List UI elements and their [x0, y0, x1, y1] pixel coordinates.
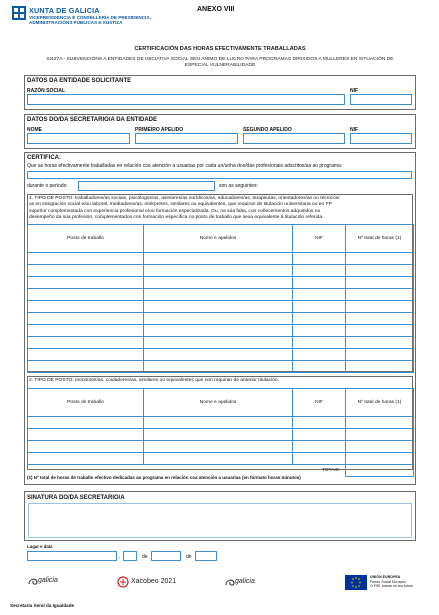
- document-subtitle: [20, 57, 420, 69]
- table-cell[interactable]: [28, 441, 144, 453]
- eu-line-3: O FSE inviste no teu futuro: [370, 584, 414, 589]
- eu-text: [370, 575, 413, 589]
- type1-col-nif: NIF: [293, 225, 346, 253]
- table-cell[interactable]: [346, 289, 414, 301]
- type1-col-name: Nome e apelidos: [144, 225, 293, 253]
- period-field[interactable]: [78, 181, 215, 191]
- table-cell[interactable]: [346, 301, 414, 313]
- table-cell[interactable]: [28, 453, 144, 465]
- secretary-surname2-label: SEGUNDO APELIDO: [243, 127, 292, 133]
- type1-description-line-2: as en integración social e/ou laboral, mediadores/as, intérpretes, similares ou equivalentes, que requiran de titulación universitaria ou en FP: [29, 202, 332, 208]
- day-field[interactable]: [123, 551, 137, 561]
- entity-nif-field[interactable]: [350, 94, 412, 105]
- table-cell[interactable]: [28, 301, 144, 313]
- table-cell[interactable]: [293, 453, 346, 465]
- eu-line-1: UNIÓN EUROPEA: [370, 575, 401, 579]
- table-cell[interactable]: [293, 337, 346, 349]
- secretary-surname1-field[interactable]: [135, 133, 238, 144]
- document-title: CERTIFICACIÓN DAS HORAS EFECTIVAMENTE TRABALLADAS: [134, 46, 306, 52]
- table-cell[interactable]: [144, 325, 293, 337]
- date-de-1: de: [142, 554, 148, 560]
- type1-description-line-3: superior complementada con experiencia profesional e/ou formación especializada. Ou, na súa falta, con coñecementos adquiridos no: [29, 208, 321, 214]
- table-cell[interactable]: [346, 453, 414, 465]
- totals-label: TOTAIS: [321, 468, 339, 474]
- period-label: durante o período: [27, 183, 67, 189]
- type1-description-line-4: desempeño da súa profesión, complementados con formación específica no posto de traballo que sexa equivalente á titulación referida.: [29, 215, 324, 221]
- xunta-logo-icon: [12, 6, 26, 20]
- table-row: [28, 301, 414, 313]
- table-row: [28, 441, 414, 453]
- place-comma: ,: [119, 554, 121, 560]
- type1-table: [27, 224, 414, 373]
- certify-intro: Que as horas efectivamente traballadas en relación coa atención a usuarias por cada un/unha dos/das profesionais adscritos/as ao programa:: [27, 163, 343, 169]
- table-row: [28, 265, 414, 277]
- table-cell[interactable]: [144, 301, 293, 313]
- table-cell[interactable]: [144, 429, 293, 441]
- secretary-nif-field[interactable]: [350, 133, 412, 144]
- place-date-label: Lugar e data: [27, 544, 53, 549]
- document-subtitle-line-2: ESPECIAL VULNERABILIDADE: [184, 63, 256, 69]
- xacobeo-logo-text: Xacobeo 2021: [131, 578, 177, 585]
- table-row: [28, 349, 414, 361]
- table-cell[interactable]: [346, 349, 414, 361]
- table-row: [28, 361, 414, 373]
- table-cell[interactable]: [346, 417, 414, 429]
- galicia-logo-2-text: galicia: [235, 578, 255, 585]
- table-row: [28, 429, 414, 441]
- type2-table: [27, 388, 414, 477]
- month-field[interactable]: [151, 551, 181, 561]
- table-cell[interactable]: [293, 349, 346, 361]
- table-cell[interactable]: [28, 361, 144, 373]
- table-row: [28, 453, 414, 465]
- table-cell[interactable]: [144, 349, 293, 361]
- certify-section-title: CERTIFICA:: [27, 155, 61, 161]
- table-cell[interactable]: [293, 301, 346, 313]
- table-cell[interactable]: [293, 277, 346, 289]
- type1-description: [29, 196, 411, 222]
- signature-section-title: SINATURA DO/DA SECRETARIO/A: [27, 495, 125, 501]
- org-subtitle: [29, 15, 151, 26]
- table-cell[interactable]: [144, 289, 293, 301]
- table-cell[interactable]: [346, 277, 414, 289]
- galicia-logo-text: galicia: [38, 577, 58, 584]
- table-cell[interactable]: [293, 313, 346, 325]
- table-cell[interactable]: [293, 253, 346, 265]
- table-row: [28, 325, 414, 337]
- type2-table-header: [28, 389, 414, 417]
- table-cell[interactable]: [293, 417, 346, 429]
- table-cell[interactable]: [346, 325, 414, 337]
- table-cell[interactable]: [144, 361, 293, 373]
- certify-description-field[interactable]: [27, 171, 412, 179]
- table-cell[interactable]: [144, 453, 293, 465]
- table-cell[interactable]: [346, 337, 414, 349]
- secretary-section-title: DATOS DO/DA SECRETARIO/A DA ENTIDADE: [27, 117, 158, 123]
- xacobeo-icon: [117, 576, 129, 588]
- table-cell[interactable]: [28, 253, 144, 265]
- type1-table-header: [28, 225, 414, 253]
- table-cell[interactable]: [346, 313, 414, 325]
- table-cell[interactable]: [144, 313, 293, 325]
- secretary-surname2-field[interactable]: [243, 133, 345, 144]
- table-cell[interactable]: [28, 289, 144, 301]
- document-subtitle-line-1: SI427A - SUBVENCIÓNS A ENTIDADES DE INICIATIVA SOCIAL SEN ÁNIMO DE LUCRO PARA PROGRAMAS DIRIXIDOS A MULLERES EN SITUACIÓN DE: [46, 57, 394, 62]
- department-footer: Secretaría Xeral da Igualdade: [10, 603, 75, 608]
- table-cell[interactable]: [28, 429, 144, 441]
- type1-col-post: Posto de traballo: [28, 225, 144, 253]
- type2-col-name: Nome e apelidos: [144, 389, 293, 417]
- totals-value-field[interactable]: [346, 465, 414, 477]
- type2-col-nif: NIF: [293, 389, 346, 417]
- table-cell[interactable]: [28, 349, 144, 361]
- table-cell[interactable]: [346, 441, 414, 453]
- table-cell[interactable]: [346, 429, 414, 441]
- period-suffix: son as seguintes:: [219, 183, 258, 189]
- table-cell[interactable]: [28, 325, 144, 337]
- table-row: [28, 253, 414, 265]
- secretary-surname1-label: PRIMEIRO APELIDO: [135, 127, 184, 133]
- eu-flag-icon: [345, 575, 367, 590]
- entity-name-field[interactable]: [27, 94, 345, 105]
- type1-description-line-1: 1. TIPO DE POSTO: traballadores/as sociais, psicólogos/as, asesores/as xurídicos/as, educadores/as, terapeutas, orientadores/as ou técnicos/: [29, 196, 340, 201]
- type2-col-hours: Nº total de horas (1): [346, 389, 414, 417]
- entity-name-label: RAZÓN SOCIAL: [27, 88, 66, 94]
- table-cell[interactable]: [144, 441, 293, 453]
- table-row: [28, 289, 414, 301]
- table-cell[interactable]: [28, 313, 144, 325]
- table-row: [28, 337, 414, 349]
- hours-footnote: (1) Nº total de horas de traballo efectivo dedicadas ao programa en relación coa atención a usuarias (en formato horas:minutos): [27, 475, 301, 480]
- entity-nif-label: NIF: [350, 88, 359, 94]
- table-cell[interactable]: [28, 277, 144, 289]
- table-cell[interactable]: [144, 417, 293, 429]
- entity-section-title: DATOS DA ENTIDADE SOLICITANTE: [27, 78, 132, 84]
- year-field[interactable]: [195, 551, 217, 561]
- table-cell[interactable]: [293, 429, 346, 441]
- place-field[interactable]: [27, 551, 117, 561]
- table-row: [28, 277, 414, 289]
- type1-col-hours: Nº total de horas (1): [346, 225, 414, 253]
- table-cell[interactable]: [144, 277, 293, 289]
- table-cell[interactable]: [144, 337, 293, 349]
- table-cell[interactable]: [28, 265, 144, 277]
- table-cell[interactable]: [293, 325, 346, 337]
- table-cell[interactable]: [144, 265, 293, 277]
- table-cell[interactable]: [144, 253, 293, 265]
- org-subtitle-line-2: ADMINISTRACIÓNS PÚBLICAS E XUSTIZA: [29, 20, 123, 26]
- table-cell[interactable]: [28, 337, 144, 349]
- table-cell[interactable]: [293, 441, 346, 453]
- org-subtitle-line-1: VICEPRESIDENCIA E CONSELLERÍA DE PRESIDENCIA,: [29, 15, 151, 20]
- table-row: [28, 417, 414, 429]
- table-cell[interactable]: [346, 265, 414, 277]
- type2-description: 2. TIPO DE POSTO: monitores/as, coidadores/as, similares ou equivalentes que non requiran de anterior titulación.: [29, 378, 279, 383]
- type2-col-post: Posto de traballo: [28, 389, 144, 417]
- annex-label: ANEXO VIII: [197, 6, 235, 13]
- org-name: XUNTA DE GALICIA: [29, 6, 100, 15]
- table-cell[interactable]: [293, 289, 346, 301]
- table-cell[interactable]: [28, 417, 144, 429]
- secretary-nif-label: NIF: [350, 127, 359, 133]
- secretary-name-field[interactable]: [27, 133, 130, 144]
- date-de-2: de: [186, 554, 192, 560]
- table-cell[interactable]: [346, 253, 414, 265]
- secretary-name-label: NOME: [27, 127, 42, 133]
- signature-field[interactable]: [28, 503, 412, 538]
- table-cell[interactable]: [293, 265, 346, 277]
- table-cell[interactable]: [293, 361, 346, 373]
- eu-line-2: Fondo Social Europeo: [370, 579, 406, 584]
- table-cell[interactable]: [346, 361, 414, 373]
- table-row: [28, 313, 414, 325]
